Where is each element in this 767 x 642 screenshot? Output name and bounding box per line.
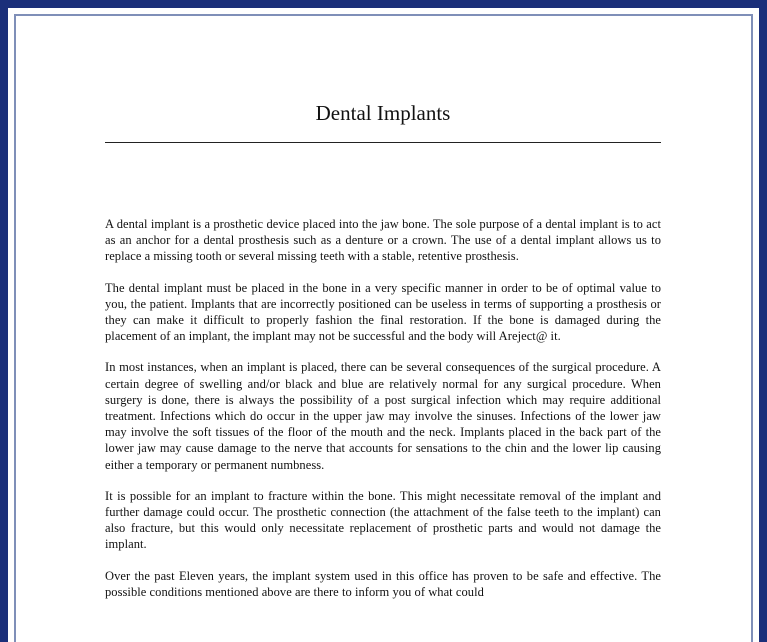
document-page (105, 100, 661, 599)
document-title: Dental Implants (315, 101, 451, 125)
paragraph-4: It is possible for an implant to fracture within the bone. This might necessitate removal of the implant and further damage could occur. The prosthetic connection (the attachment of the false teeth to the implant) can also fracture, but this would only necessitate replacement of prosthetic parts and would not damage the implant. (105, 488, 661, 552)
paragraph-1: A dental implant is a prosthetic device placed into the jaw bone. The sole purpose of a dental implant is to act as an anchor for a dental prosthesis such as a denture or a crown. The use of a dental implant allows us to replace a missing tooth or several missing teeth with a stable, retentive prosthesis. (105, 217, 661, 264)
document-body (105, 216, 661, 615)
paragraph-5: Over the past Eleven years, the implant system used in this office has proven to be safe and effective. The possible conditions mentioned above are there to inform you of what could (105, 568, 661, 599)
paragraph-3: In most instances, when an implant is placed, there can be several consequences of the surgical procedure. A certain degree of swelling and/or black and blue are relatively normal for any surgical procedure. When surgery is done, there is always the possibility of a post surgical infection which may require additional treatment. Infections which do occur in the upper jaw may involve the sinuses. Infections of the lower jaw may involve the soft tissues of the floor of the mouth and the neck. Implants placed in the back part of the lower jaw may cause damage to the nerve that accounts for sensations to the chin and the lower lip causing either a temporary or permanent numbness. (105, 360, 661, 472)
paragraph-2: The dental implant must be placed in the bone in a very specific manner in order to be of optimal value to you, the patient. Implants that are incorrectly positioned can be useless in terms of supporting a prosthesis or they can make it difficult to properly fashion the final restoration. If the bone is damaged during the placement of an implant, the implant may not be successful and the body will Areject@ it. (105, 280, 661, 344)
title-divider (105, 142, 661, 143)
